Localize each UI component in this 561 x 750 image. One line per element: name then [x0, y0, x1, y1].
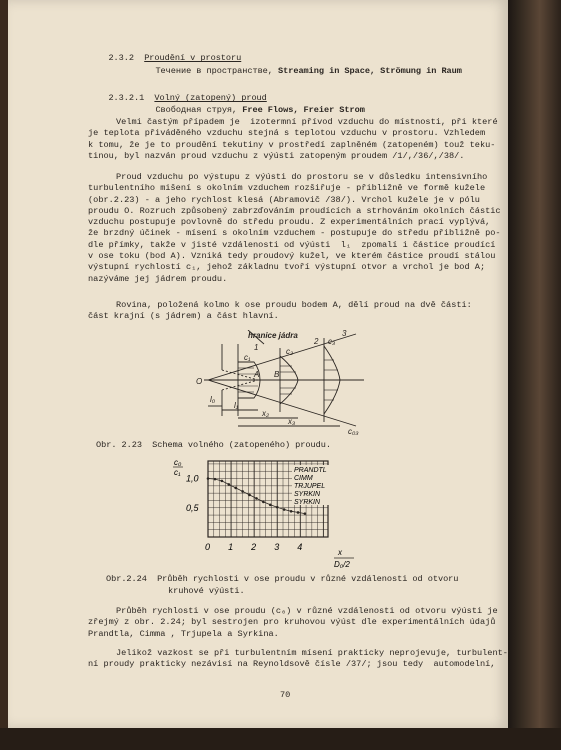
x-tick-label: 2 — [251, 542, 257, 552]
legend-entry: PRANDTL — [294, 467, 327, 474]
section-1-label: 1 — [254, 343, 259, 352]
point-a-label: A — [254, 370, 260, 379]
text-line: Velmi častým případem je izotermní přívod vzduchu do místnosti, při které — [116, 117, 498, 127]
book-page — [8, 0, 508, 728]
legend-entry: TRJUPEL — [294, 483, 326, 490]
chart-legend — [292, 465, 340, 506]
figure-2-24-caption-line1: Obr.2.24 Průběh rychlosti v ose proudu v různé vzdálenosti od otvoru — [106, 574, 459, 584]
x-tick-label: 1 — [228, 542, 234, 552]
section-number: 2.3.2 — [108, 53, 134, 64]
chart-x-ticks — [205, 542, 302, 552]
section-3-label: 3 — [342, 330, 347, 338]
paragraph-4 — [88, 606, 498, 640]
section-2-label: 2 — [314, 337, 319, 346]
text-line: vzduchu postupuje povlovně do středu proudu. Z experimentálních prací vyplývá, — [88, 217, 491, 228]
text-line: k tomu, že je to proudění tekutiny v prostředí zaplněném (zatopeném) touž teku- — [88, 139, 496, 150]
c3-label: c₃ — [328, 337, 336, 346]
paragraph-2 — [88, 172, 501, 285]
section-translation-rest: Streaming in Space, Strömung in Raum — [278, 66, 462, 77]
subsection-translation-ru: Свободная струя, — [155, 105, 238, 116]
page-bottom-edge — [0, 728, 561, 750]
figure-2-24-caption-line2: kruhové výústi. — [168, 586, 245, 596]
text-line: dle přímky, takže v jisté vzdálenosti od výústi l₁ zpomalí i částice proudící — [88, 239, 496, 250]
x-tick-label: 3 — [274, 542, 280, 552]
chart-y-ticks — [186, 474, 200, 513]
core-boundary-lower — [222, 380, 258, 390]
axis-velocity-chart — [168, 455, 368, 570]
paragraph-5 — [88, 648, 508, 671]
book-spine-shadow — [508, 0, 561, 750]
chart-xlabel-top: x — [338, 548, 342, 557]
l0-label: l₀ — [210, 395, 216, 404]
y-tick-label: 1,0 — [186, 473, 199, 484]
text-line: (obr.2.23) - a jeho rychlost klesá (Abramovič /38/). Vrchol kužele je v pólu — [88, 194, 480, 205]
x3-label: x₃ — [288, 417, 296, 426]
chart-ylabel-bottom: c₁ — [174, 468, 181, 477]
subsection-translation-rest: Free Flows, Freier Strom — [242, 105, 365, 116]
c03-label: c₀₃ — [348, 427, 359, 436]
text-line: Proud vzduchu po výstupu z výústi do prostoru se v důsledku intensivního — [116, 172, 488, 182]
core-boundary-label: hranice jádra — [248, 331, 298, 340]
c2-label: c₂ — [286, 347, 294, 356]
x-tick-label: 0 — [205, 542, 211, 552]
text-line: část krajní (s jádrem) a část hlavní. — [88, 311, 279, 322]
chart-data-points — [207, 477, 307, 515]
legend-entry: SYRKIN — [294, 499, 321, 506]
text-line: ní proudy prakticky nezávisí na Reynoldsově čísle /37/; jsou tedy automodelní, — [88, 659, 496, 670]
text-line: nazýváme jej jádrem proudu. — [88, 273, 228, 284]
jet-boundary-lower — [208, 380, 356, 426]
text-line: turbulentního mišení s okolním vzduchem rozšiřuje - přibližně ve formě kužele — [88, 183, 486, 194]
x-tick-label: 4 — [297, 542, 303, 552]
section-title: Proudění v prostoru — [144, 53, 242, 64]
c1-label: c₁ — [244, 353, 251, 362]
trend-curve — [208, 479, 305, 514]
text-line: Jelikož vazkost se při turbulentním mísení prakticky neprojevuje, turbulent- — [116, 648, 508, 658]
text-line: je teplota přiváděného vzduchu stejná s teplotou vzduchu v prostoru. Vzhledem — [88, 128, 486, 139]
core-boundary-upper — [222, 370, 258, 380]
text-line: Prandtla, Cimma , Trjupela a Syrkina. — [88, 628, 279, 639]
text-line: proudu O. Rozruch způsobený zabrzďováním proudících a strhováním okolních částic — [88, 205, 501, 216]
text-line: Rovina, položená kolmo k ose proudu bodem A, dělí proud na dvě části: — [116, 300, 472, 310]
text-line: že brzdný účinek - mísení s okolním vzduchem - postupuje do středu přibližně po- — [88, 228, 501, 239]
pole-label: O — [196, 377, 203, 386]
chart-ylabel-top: c₀ — [174, 458, 182, 467]
page-number: 70 — [280, 690, 291, 700]
section-translation-ru: Течение в пространстве, — [155, 66, 273, 77]
legend-entry: CIMM — [294, 475, 313, 482]
y-tick-label: 0,5 — [186, 502, 199, 513]
paragraph-1 — [88, 117, 498, 162]
paragraph-3 — [88, 300, 472, 323]
text-line: v ose toku (bod A). Vzniká tedy proudový kužel, ve kterém částice proudí stálou — [88, 251, 496, 262]
subsection-number: 2.3.2.1 — [108, 93, 145, 104]
point-b-label: B — [274, 370, 280, 379]
text-line: tinou, byl nazván proud vzduchu z výústi zatopeným proudem /1/,/36/,/38/. — [88, 150, 465, 161]
chart-xlabel-bottom: D₀/2 — [334, 560, 350, 569]
text-line: výstupní rychlostí c₁, jehož základnu tvoří výstupní otvor a vrchol je bod A; — [88, 262, 486, 273]
figure-2-23-caption: Obr. 2.23 Schema volného (zatopeného) proudu. — [96, 440, 331, 450]
subsection-title: Volný (zatopený) proud — [154, 93, 267, 104]
jet-schema-diagram — [188, 330, 368, 438]
l1-label: l₁ — [234, 401, 239, 410]
legend-entry: SYRKIN — [294, 491, 321, 498]
x2-label: x₂ — [262, 409, 270, 418]
text-line: Průběh rychlosti v ose proudu (c₀) v různé vzdálenosti od otvoru výústi je — [116, 606, 498, 616]
text-line: zřejmý z obr. 2.24; byl sestrojen pro kruhovou výúst dle experimentálních údajů — [88, 617, 496, 628]
